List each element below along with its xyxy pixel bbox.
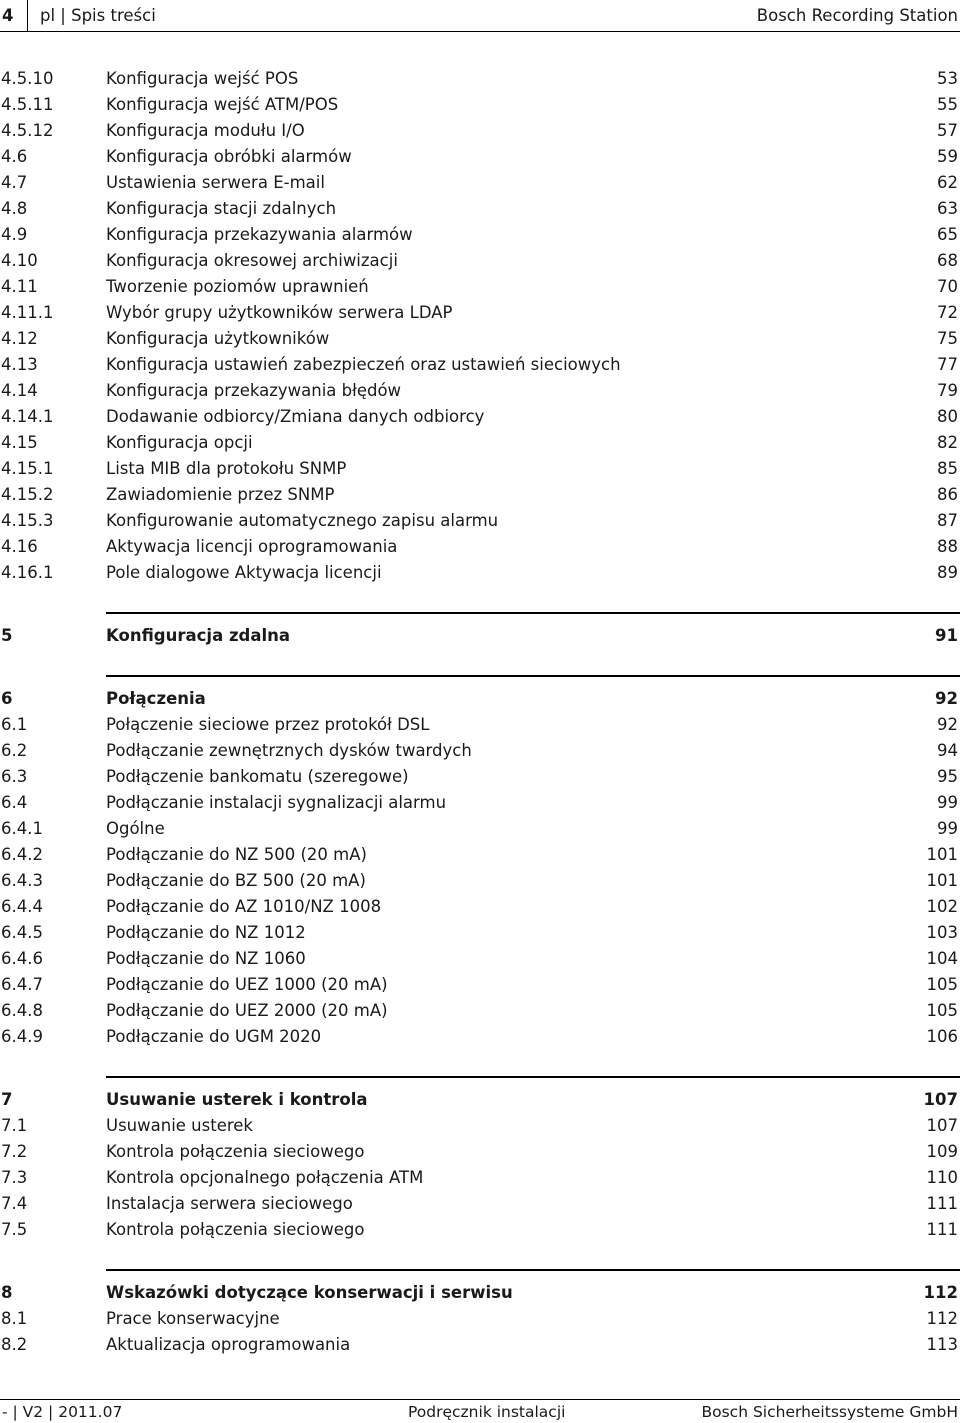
toc-entry-page: 112: [926, 1309, 958, 1328]
toc-entry-title: Tworzenie poziomów uprawnień: [106, 277, 369, 296]
toc-section-8: [0, 1306, 960, 1358]
toc-entry-title: Kontrola połączenia sieciowego: [106, 1220, 365, 1239]
toc-entry-number: 4.11.1: [1, 303, 54, 322]
toc-entry-title: Konfiguracja modułu I/O: [106, 121, 305, 140]
header-separator: [27, 0, 28, 31]
toc-entry-title: Instalacja serwera sieciowego: [106, 1194, 353, 1213]
toc-entry-number: 4.16.1: [1, 563, 54, 582]
toc-entry-number: 4.16: [1, 537, 38, 556]
toc-entry[interactable]: [0, 1139, 960, 1165]
toc-entry[interactable]: [0, 868, 960, 894]
toc-entry[interactable]: [0, 1165, 960, 1191]
footer-document-title: Podręcznik instalacji: [408, 1403, 566, 1421]
header-product-name: Bosch Recording Station: [756, 6, 958, 25]
toc-entry[interactable]: [0, 842, 960, 868]
toc-entry-number: 7.3: [1, 1168, 28, 1187]
toc-entry-title: Konfiguracja okresowej archiwizacji: [106, 251, 398, 270]
toc-entry[interactable]: [0, 326, 960, 352]
toc-entry-title: Podłączanie do UEZ 1000 (20 mA): [106, 975, 388, 994]
toc-entry-page: 70: [937, 277, 958, 296]
toc-section-4: [0, 66, 960, 586]
toc-entry[interactable]: [0, 738, 960, 764]
page-header: [0, 0, 960, 32]
toc-entry[interactable]: [0, 430, 960, 456]
toc-entry[interactable]: [0, 764, 960, 790]
toc-entry-number: 4.9: [1, 225, 28, 244]
toc-entry-title: Konfiguracja wejść ATM/POS: [106, 95, 339, 114]
chapter-rule: [106, 1269, 960, 1271]
toc-entry[interactable]: [0, 816, 960, 842]
toc-entry-number: 6.4.7: [1, 975, 43, 994]
toc-entry[interactable]: [0, 482, 960, 508]
toc-entry-title: Ustawienia serwera E-mail: [106, 173, 325, 192]
toc-entry[interactable]: [0, 248, 960, 274]
toc-entry-page: 53: [937, 69, 958, 88]
toc-chapter-7[interactable]: [0, 1087, 960, 1113]
toc-entry[interactable]: [0, 894, 960, 920]
chapter-number: 6: [1, 689, 13, 708]
toc-entry-number: 7.4: [1, 1194, 28, 1213]
table-of-contents: [0, 66, 960, 1358]
toc-entry-number: 4.7: [1, 173, 28, 192]
chapter-number: 8: [1, 1283, 13, 1302]
toc-entry-number: 4.15: [1, 433, 38, 452]
toc-entry-title: Połączenie sieciowe przez protokół DSL: [106, 715, 430, 734]
chapter-title: Usuwanie usterek i kontrola: [106, 1090, 368, 1109]
toc-entry-number: 4.12: [1, 329, 38, 348]
toc-entry-title: Podłączanie do AZ 1010/NZ 1008: [106, 897, 382, 916]
toc-entry[interactable]: [0, 144, 960, 170]
toc-entry[interactable]: [0, 790, 960, 816]
toc-entry-page: 106: [926, 1027, 958, 1046]
toc-entry-page: 68: [937, 251, 958, 270]
toc-entry[interactable]: [0, 1217, 960, 1243]
toc-chapter-5[interactable]: [0, 623, 960, 649]
toc-entry-page: 104: [926, 949, 958, 968]
toc-entry[interactable]: [0, 118, 960, 144]
toc-entry-number: 6.4.9: [1, 1027, 43, 1046]
chapter-title: Wskazówki dotyczące konserwacji i serwisu: [106, 1283, 513, 1302]
toc-entry-number: 4.14: [1, 381, 38, 400]
toc-entry-number: 7.2: [1, 1142, 28, 1161]
toc-entry[interactable]: [0, 222, 960, 248]
toc-entry-page: 80: [937, 407, 958, 426]
toc-entry-title: Podłączanie do NZ 500 (20 mA): [106, 845, 367, 864]
toc-entry-page: 77: [937, 355, 958, 374]
toc-entry-number: 4.11: [1, 277, 38, 296]
toc-entry-page: 79: [937, 381, 958, 400]
chapter-number: 7: [1, 1090, 13, 1109]
toc-entry-page: 103: [926, 923, 958, 942]
header-page-number: 4: [2, 6, 14, 25]
chapter-rule: [106, 612, 960, 614]
toc-entry-title: Kontrola opcjonalnego połączenia ATM: [106, 1168, 424, 1187]
page-footer: [0, 1399, 960, 1423]
toc-entry[interactable]: [0, 274, 960, 300]
toc-entry-number: 4.15.2: [1, 485, 54, 504]
toc-entry-title: Podłączanie do NZ 1060: [106, 949, 306, 968]
toc-entry-number: 6.4.2: [1, 845, 43, 864]
toc-entry-page: 94: [937, 741, 958, 760]
toc-entry-title: Dodawanie odbiorcy/Zmiana danych odbiorcy: [106, 407, 485, 426]
toc-entry[interactable]: [0, 1332, 960, 1358]
toc-entry-page: 113: [926, 1335, 958, 1354]
toc-entry[interactable]: [0, 378, 960, 404]
toc-entry[interactable]: [0, 946, 960, 972]
toc-entry-page: 75: [937, 329, 958, 348]
toc-entry[interactable]: [0, 1306, 960, 1332]
toc-entry[interactable]: [0, 712, 960, 738]
toc-entry-title: Konfiguracja przekazywania alarmów: [106, 225, 413, 244]
toc-entry[interactable]: [0, 352, 960, 378]
toc-entry-page: 82: [937, 433, 958, 452]
toc-entry-page: 110: [926, 1168, 958, 1187]
toc-entry-title: Wybór grupy użytkowników serwera LDAP: [106, 303, 453, 322]
toc-entry-title: Usuwanie usterek: [106, 1116, 253, 1135]
toc-entry-page: 57: [937, 121, 958, 140]
chapter-page: 107: [923, 1090, 958, 1109]
toc-entry-title: Aktualizacja oprogramowania: [106, 1335, 351, 1354]
toc-entry-page: 105: [926, 1001, 958, 1020]
toc-entry-page: 72: [937, 303, 958, 322]
footer-version: - | V2 | 2011.07: [2, 1403, 123, 1421]
toc-entry-number: 7.5: [1, 1220, 28, 1239]
toc-entry[interactable]: [0, 508, 960, 534]
chapter-rule: [106, 1076, 960, 1078]
toc-entry-number: 6.4.3: [1, 871, 43, 890]
toc-entry-number: 8.2: [1, 1335, 28, 1354]
toc-entry-page: 88: [937, 537, 958, 556]
toc-entry-title: Konfiguracja opcji: [106, 433, 253, 452]
toc-entry-number: 4.5.12: [1, 121, 54, 140]
toc-entry-page: 111: [926, 1194, 958, 1213]
toc-entry-number: 4.14.1: [1, 407, 54, 426]
toc-entry-number: 6.4.4: [1, 897, 43, 916]
toc-entry-number: 4.15.3: [1, 511, 54, 530]
toc-entry-number: 6.4.6: [1, 949, 43, 968]
toc-entry-title: Prace konserwacyjne: [106, 1309, 280, 1328]
toc-entry[interactable]: [0, 404, 960, 430]
toc-entry-title: Konfiguracja ustawień zabezpieczeń oraz ustawień sieciowych: [106, 355, 621, 374]
toc-entry-page: 62: [937, 173, 958, 192]
toc-entry-page: 105: [926, 975, 958, 994]
toc-entry-page: 107: [926, 1116, 958, 1135]
footer-company: Bosch Sicherheitssysteme GmbH: [701, 1403, 958, 1421]
toc-entry-page: 89: [937, 563, 958, 582]
toc-entry-number: 4.5.10: [1, 69, 54, 88]
toc-entry[interactable]: [0, 998, 960, 1024]
toc-entry-title: Podłączanie zewnętrznych dysków twardych: [106, 741, 472, 760]
toc-entry[interactable]: [0, 196, 960, 222]
toc-entry-title: Podłączanie do BZ 500 (20 mA): [106, 871, 366, 890]
toc-entry-title: Podłączenie bankomatu (szeregowe): [106, 767, 409, 786]
toc-entry[interactable]: [0, 66, 960, 92]
toc-entry-page: 111: [926, 1220, 958, 1239]
toc-entry-number: 6.1: [1, 715, 28, 734]
toc-entry-page: 109: [926, 1142, 958, 1161]
chapter-rule: [106, 675, 960, 677]
toc-entry-number: 4.13: [1, 355, 38, 374]
toc-entry-number: 6.4.5: [1, 923, 43, 942]
toc-entry-page: 59: [937, 147, 958, 166]
toc-entry-page: 99: [937, 819, 958, 838]
toc-entry-number: 6.4: [1, 793, 28, 812]
toc-entry-number: 6.2: [1, 741, 28, 760]
toc-entry-title: Podłączanie do NZ 1012: [106, 923, 306, 942]
toc-entry[interactable]: [0, 1024, 960, 1050]
toc-entry-number: 7.1: [1, 1116, 28, 1135]
toc-section-6: [0, 712, 960, 1050]
toc-entry[interactable]: [0, 560, 960, 586]
toc-entry-number: 6.4.1: [1, 819, 43, 838]
toc-entry-title: Podłączanie instalacji sygnalizacji alarmu: [106, 793, 447, 812]
toc-entry[interactable]: [0, 170, 960, 196]
toc-entry-page: 55: [937, 95, 958, 114]
chapter-title: Konfiguracja zdalna: [106, 626, 291, 645]
toc-entry-title: Konfiguracja wejść POS: [106, 69, 299, 88]
toc-entry-page: 101: [926, 871, 958, 890]
toc-entry-number: 4.5.11: [1, 95, 54, 114]
chapter-number: 5: [1, 626, 13, 645]
toc-entry-title: Konfiguracja stacji zdalnych: [106, 199, 337, 218]
toc-entry-number: 4.15.1: [1, 459, 54, 478]
toc-chapter-6[interactable]: [0, 686, 960, 712]
header-rule: [0, 31, 960, 32]
toc-entry-number: 8.1: [1, 1309, 28, 1328]
toc-entry-page: 87: [937, 511, 958, 530]
toc-entry-title: Zawiadomienie przez SNMP: [106, 485, 335, 504]
toc-entry-page: 95: [937, 767, 958, 786]
toc-chapter-8[interactable]: [0, 1280, 960, 1306]
chapter-title: Połączenia: [106, 689, 206, 708]
toc-entry[interactable]: [0, 534, 960, 560]
toc-entry-title: Konfiguracja użytkowników: [106, 329, 330, 348]
toc-entry-page: 102: [926, 897, 958, 916]
toc-entry[interactable]: [0, 300, 960, 326]
chapter-page: 92: [935, 689, 958, 708]
toc-entry-number: 6.3: [1, 767, 28, 786]
toc-entry-number: 4.6: [1, 147, 28, 166]
footer-rule: [0, 1399, 960, 1400]
chapter-page: 91: [935, 626, 958, 645]
toc-entry-title: Kontrola połączenia sieciowego: [106, 1142, 365, 1161]
toc-section-7: [0, 1113, 960, 1243]
toc-entry-page: 101: [926, 845, 958, 864]
toc-entry[interactable]: [0, 456, 960, 482]
toc-entry[interactable]: [0, 1113, 960, 1139]
toc-entry-title: Lista MIB dla protokołu SNMP: [106, 459, 347, 478]
toc-entry-page: 99: [937, 793, 958, 812]
toc-entry[interactable]: [0, 92, 960, 118]
toc-entry[interactable]: [0, 1191, 960, 1217]
toc-entry-number: 4.8: [1, 199, 28, 218]
toc-entry-number: 6.4.8: [1, 1001, 43, 1020]
toc-entry-title: Podłączanie do UGM 2020: [106, 1027, 322, 1046]
toc-entry-title: Konfigurowanie automatycznego zapisu alarmu: [106, 511, 499, 530]
toc-entry-title: Konfiguracja obróbki alarmów: [106, 147, 352, 166]
toc-entry[interactable]: [0, 972, 960, 998]
header-section-title: pl | Spis treści: [40, 6, 156, 25]
toc-entry-page: 92: [937, 715, 958, 734]
chapter-page: 112: [923, 1283, 958, 1302]
toc-entry-page: 86: [937, 485, 958, 504]
toc-entry-title: Konfiguracja przekazywania błędów: [106, 381, 402, 400]
toc-entry-title: Pole dialogowe Aktywacja licencji: [106, 563, 382, 582]
toc-entry-page: 63: [937, 199, 958, 218]
toc-entry-title: Podłączanie do UEZ 2000 (20 mA): [106, 1001, 388, 1020]
toc-entry-page: 65: [937, 225, 958, 244]
toc-entry[interactable]: [0, 920, 960, 946]
toc-entry-title: Aktywacja licencji oprogramowania: [106, 537, 398, 556]
toc-entry-number: 4.10: [1, 251, 38, 270]
toc-entry-title: Ogólne: [106, 819, 165, 838]
toc-entry-page: 85: [937, 459, 958, 478]
